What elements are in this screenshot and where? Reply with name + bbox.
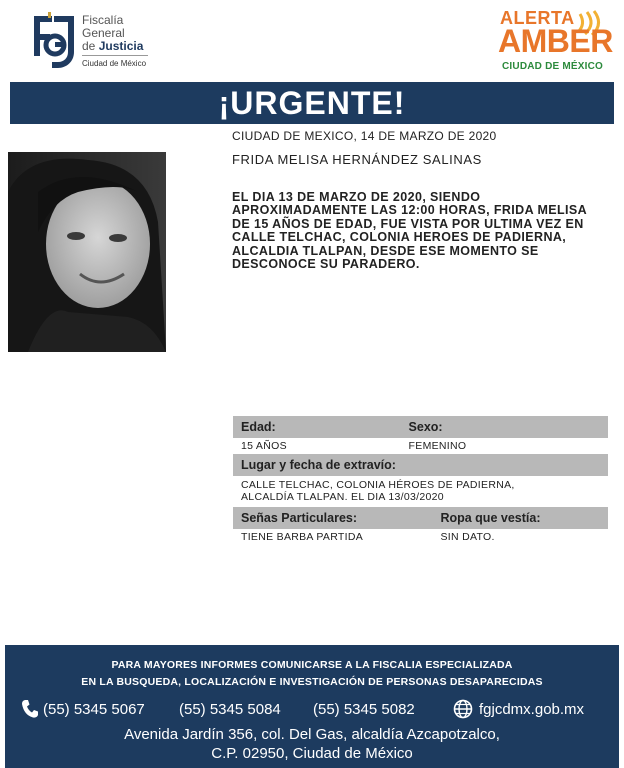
footer-address-line2: C.P. 02950, Ciudad de México (211, 745, 413, 762)
ropa-value: SIN DATO. (440, 531, 495, 543)
lugar-header-row (233, 454, 608, 476)
fgj-logo (30, 10, 160, 72)
amber-logo-city: CIUDAD DE MÉXICO (502, 61, 603, 72)
details-value-row-2 (233, 529, 608, 545)
amber-logo-alerta: ALERTA (500, 8, 575, 28)
phone-number-3[interactable]: (55) 5345 5082 (313, 701, 415, 718)
fgj-name-line3-prefix: de (82, 39, 99, 53)
footer-info-line2: EN LA BUSQUEDA, LOCALIZACIÓN E INVESTIGACIÓN DE PERSONAS DESAPARECIDAS (81, 676, 543, 688)
details-header-row-2 (233, 507, 608, 529)
missing-person-name: FRIDA MELISA HERNÁNDEZ SALINAS (232, 152, 482, 167)
edad-value: 15 AÑOS (241, 440, 287, 452)
fgj-city-line: Ciudad de México (82, 55, 148, 70)
details-table (233, 416, 608, 545)
urgent-banner-text: ¡URGENTE! (218, 84, 406, 121)
footer-info-line1: PARA MAYORES INFORMES COMUNICARSE A LA FISCALIA ESPECIALIZADA (111, 659, 513, 671)
edad-label: Edad: (241, 420, 276, 434)
senas-label: Señas Particulares: (241, 511, 358, 525)
lugar-value-line2: ALCALDÍA TLALPAN. EL DIA 13/03/2020 (241, 491, 444, 503)
details-value-row-1 (233, 438, 608, 454)
amber-logo-amber: AMBER (498, 23, 613, 59)
incident-description: EL DIA 13 DE MARZO DE 2020, SIENDO APROXIMADAMENTE LAS 12:00 HORAS, FRIDA MELISA DE 15 AÑOS DE EDAD, FUE VISTA POR ULTIMA VEZ EN CALLE TELCHAC, COLONIA HEROES DE PADIERNA, ALCALDIA TLALPAN, DESDE ESE MOMENTO SE DESCONOCE SU PARADERO. (232, 190, 588, 272)
sexo-label: Sexo: (408, 420, 443, 434)
missing-person-photo (8, 152, 166, 352)
alert-date: CIUDAD DE MEXICO, 14 DE MARZO DE 2020 (232, 129, 497, 143)
lugar-value (233, 476, 608, 507)
urgent-banner (10, 82, 614, 124)
sexo-value: FEMENINO (408, 440, 467, 452)
globe-icon (453, 699, 473, 719)
lugar-value-line1: CALLE TELCHAC, COLONIA HÉROES DE PADIERNA, (241, 479, 515, 491)
footer-contacts (21, 699, 611, 721)
lugar-label: Lugar y fecha de extravío: (241, 458, 396, 472)
details-header-row-1 (233, 416, 608, 438)
alerta-amber-logo (496, 6, 613, 74)
website-link[interactable]: fgjcdmx.gob.mx (479, 701, 585, 718)
ropa-label: Ropa que vestía: (440, 511, 541, 525)
fgj-name-line1: Fiscalía (82, 13, 124, 27)
senas-value: TIENE BARBA PARTIDA (241, 531, 364, 543)
contact-footer (5, 645, 619, 768)
fgj-name-line2: General (82, 26, 125, 40)
phone-number-1[interactable]: (55) 5345 5067 (43, 701, 145, 718)
phone-number-2[interactable]: (55) 5345 5084 (179, 701, 281, 718)
phone-icon (21, 699, 39, 719)
fgj-name-line3-bold: Justicia (98, 39, 144, 53)
fgj-emblem-icon (30, 12, 78, 70)
footer-address-line1: Avenida Jardín 356, col. Del Gas, alcaldía Azcapotzalco, (124, 726, 500, 743)
